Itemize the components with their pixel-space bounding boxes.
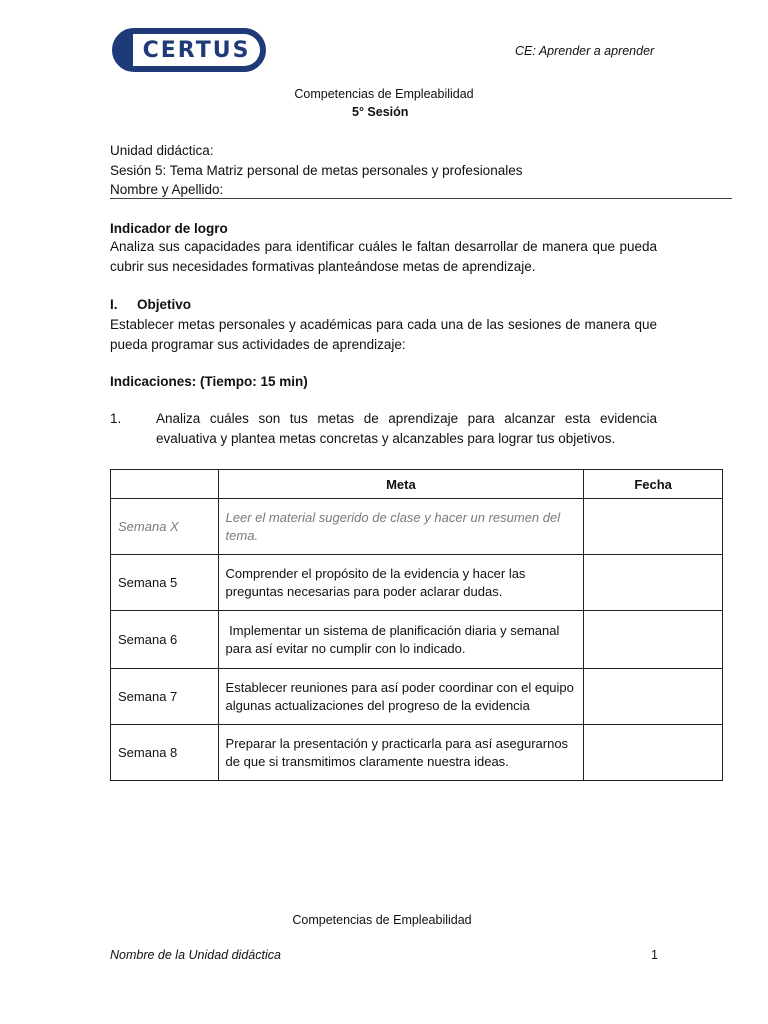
session-subtitle: 5° Sesión — [352, 105, 409, 119]
objetivo-heading: Objetivo — [137, 297, 192, 312]
sesion-line: Sesión 5: Tema Matriz personal de metas personales y profesionales — [110, 163, 523, 178]
header-course-label: CE: Aprender a aprender — [515, 44, 655, 58]
meta-cell: Establecer reuniones para así poder coordinar con el equipo algunas actualizaciones del progreso de la evidencia — [218, 669, 584, 725]
header-meta: Meta — [218, 470, 584, 499]
name-underline — [110, 198, 732, 199]
page-number: 1 — [651, 948, 658, 962]
unidad-label: Unidad didáctica: — [110, 143, 214, 158]
fecha-cell[interactable] — [584, 499, 723, 555]
goals-table — [110, 469, 723, 781]
table-row — [111, 611, 723, 669]
table-row — [111, 555, 723, 611]
item-text: Analiza cuáles son tus metas de aprendizaje para alcanzar esta evidencia evaluativa y plantea metas concretas y alcanzables para lograr tus objetivos. — [156, 411, 657, 446]
indicaciones-heading: Indicaciones: (Tiempo: 15 min) — [110, 374, 308, 389]
week-cell: Semana 6 — [111, 611, 219, 669]
logo-text: CERTUS — [142, 37, 251, 63]
nombre-label: Nombre y Apellido: — [110, 182, 224, 197]
week-cell: Semana 7 — [111, 669, 219, 725]
header-fecha: Fecha — [584, 470, 723, 499]
table-row — [111, 725, 723, 781]
meta-cell: Comprender el propósito de la evidencia y hacer las preguntas necesarias para poder aclarar dudas. — [218, 555, 584, 611]
week-cell: Semana X — [111, 499, 219, 555]
header-week — [111, 470, 219, 499]
table-row — [111, 669, 723, 725]
table-header-row — [111, 470, 723, 499]
objetivo-number: I. — [110, 297, 118, 312]
fecha-cell[interactable] — [584, 669, 723, 725]
fecha-cell[interactable] — [584, 611, 723, 669]
meta-cell: Implementar un sistema de planificación diaria y semanal para así evitar no cumplir con lo indicado. — [218, 611, 584, 669]
fecha-cell[interactable] — [584, 555, 723, 611]
footer-title: Competencias de Empleabilidad — [292, 913, 472, 927]
indicador-heading: Indicador de logro — [110, 221, 228, 236]
meta-cell: Leer el material sugerido de clase y hacer un resumen del tema. — [218, 499, 584, 555]
week-cell: Semana 5 — [111, 555, 219, 611]
footer-unit-name: Nombre de la Unidad didáctica — [110, 948, 281, 962]
document-title: Competencias de Empleabilidad — [294, 87, 474, 101]
item-number: 1. — [110, 411, 122, 426]
indicador-text: Analiza sus capacidades para identificar cuáles le faltan desarrollar de manera que pueda cubrir sus necesidades formativas planteándose metas de aprendizaje. — [110, 239, 657, 274]
table-row-example — [111, 499, 723, 555]
certus-logo — [112, 28, 266, 72]
week-cell: Semana 8 — [111, 725, 219, 781]
meta-cell: Preparar la presentación y practicarla para así asegurarnos de que si transmitimos claramente nuestra ideas. — [218, 725, 584, 781]
objetivo-text: Establecer metas personales y académicas para cada una de las sesiones de manera que pueda programar sus actividades de aprendizaje: — [110, 317, 657, 352]
fecha-cell[interactable] — [584, 725, 723, 781]
